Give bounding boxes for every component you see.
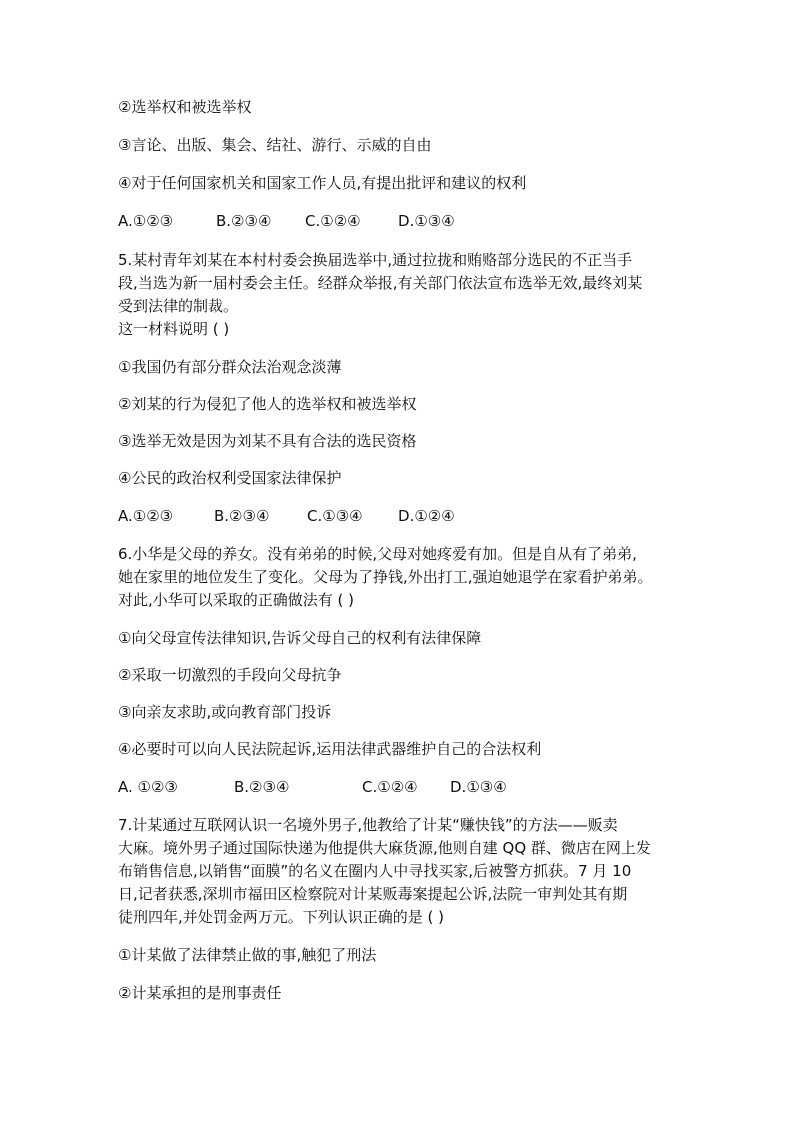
q6-stem-line: 6.小华是父母的养女。没有弟弟的时候,父母对她疼爱有加。但是自从有了弟弟, (118, 545, 637, 563)
q6-choice-b: B.②③④ (234, 778, 290, 796)
q4-choice-c: C.①②④ (305, 212, 361, 230)
q6-option-item: ③向亲友求助,或向教育部门投诉 (118, 703, 332, 721)
q5-stem-line: 段,当选为新一届村委会主任。经群众举报,有关部门依法宣布选举无效,最终刘某 (118, 274, 643, 292)
q5-option-item: ④公民的政治权利受国家法律保护 (118, 469, 342, 487)
q5-choice-d: D.①②④ (398, 507, 455, 525)
q4-choice-b: B.②③④ (216, 212, 272, 230)
q5-stem-line: 受到法律的制裁。 (118, 297, 239, 315)
q7-option-item: ①计某做了法律禁止做的事,触犯了刑法 (118, 946, 377, 964)
q7-stem-line: 7.计某通过互联网认识一名境外男子,他教给了计某“赚快钱”的方法——贩卖 (118, 816, 618, 834)
q6-option-item: ④必要时可以向人民法院起诉,运用法律武器维护自己的合法权利 (118, 740, 542, 758)
q5-option-item: ②刘某的行为侵犯了他人的选举权和被选举权 (118, 395, 417, 413)
q4-choice-a: A.①②③ (118, 212, 174, 230)
q5-choice-c: C.①③④ (307, 507, 363, 525)
q6-choice-d: D.①③④ (450, 778, 507, 796)
q6-stem-line: 对此,小华可以采取的正确做法有 ( ) (118, 591, 355, 609)
q7-stem-line: 大麻。境外男子通过国际快递为他提供大麻货源,他则自建 QQ 群、微店在网上发 (118, 839, 651, 857)
q6-option-item: ②采取一切激烈的手段向父母抗争 (118, 666, 342, 684)
q6-stem-line: 她在家里的地位发生了变化。父母为了挣钱,外出打工,强迫她退学在家看护弟弟。 (118, 568, 653, 586)
q7-stem-line: 布销售信息,以销售“面膜”的名义在圈内人中寻找买家,后被警方抓获。7 月 10 (118, 862, 632, 880)
q5-option-item: ③选举无效是因为刘某不具有合法的选民资格 (118, 432, 417, 450)
q5-choice-a: A.①②③ (118, 507, 174, 525)
q6-option-item: ①向父母宣传法律知识,告诉父母自己的权利有法律保障 (118, 629, 482, 647)
q7-option-item: ②计某承担的是刑事责任 (118, 984, 282, 1002)
q5-choice-b: B.②③④ (214, 507, 270, 525)
q4-choice-d: D.①③④ (398, 212, 455, 230)
q5-stem-line: 这一材料说明 ( ) (118, 320, 230, 338)
q7-stem-line: 徒刑四年,并处罚金两万元。下列认识正确的是 ( ) (118, 908, 445, 926)
q6-choice-c: C.①②④ (362, 778, 418, 796)
q4-option-item: ③言论、出版、集会、结社、游行、示威的自由 (118, 136, 432, 154)
q4-option-item: ④对于任何国家机关和国家工作人员,有提出批评和建议的权利 (118, 174, 527, 192)
q7-stem-line: 日,记者获悉,深圳市福田区检察院对计某贩毒案提起公诉,法院一审判处其有期 (118, 885, 628, 903)
q4-option-item: ②选举权和被选举权 (118, 98, 252, 116)
q5-stem-line: 5.某村青年刘某在本村村委会换届选举中,通过拉拢和贿赂部分选民的不正当手 (118, 251, 633, 269)
q6-choice-a: A. ①②③ (118, 778, 178, 796)
q5-option-item: ①我国仍有部分群众法治观念淡薄 (118, 358, 342, 376)
